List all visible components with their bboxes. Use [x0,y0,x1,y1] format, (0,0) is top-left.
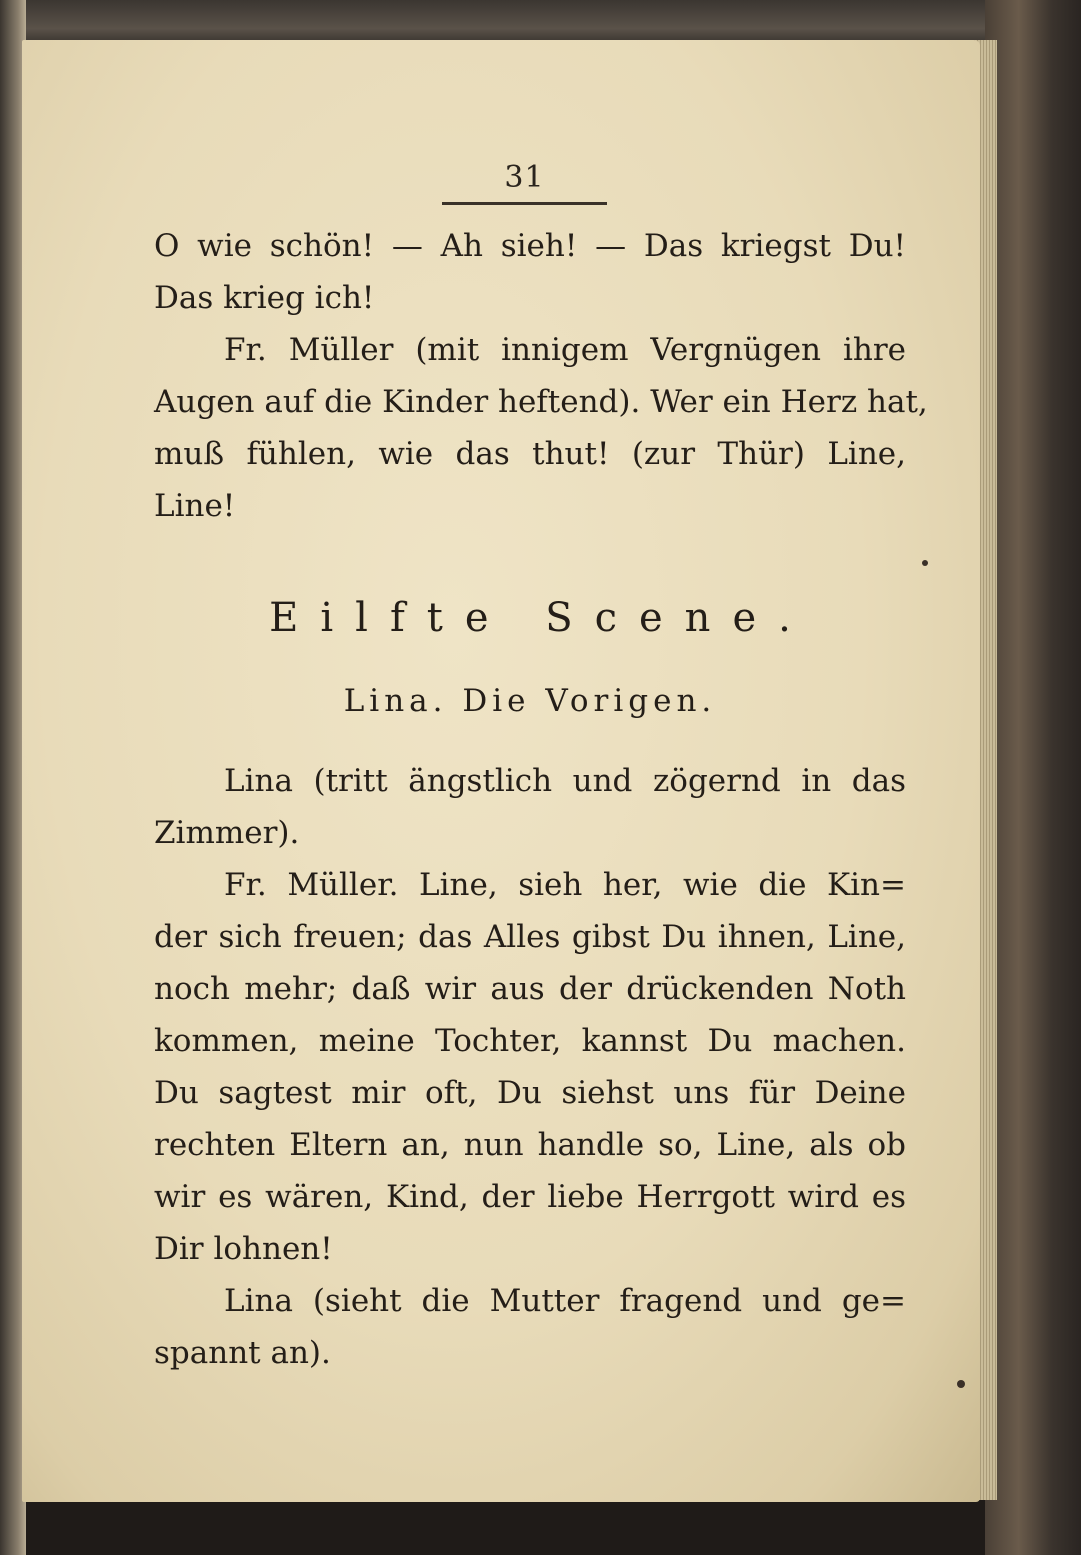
text-line: Fr. Müller (mit innigem Vergnügen ihre [224,332,906,368]
paper-speck [957,1380,965,1388]
text-line: der sich freuen; das Alles gibst Du ihnen, Line, [154,919,906,955]
text-line: Dir lohnen! [154,1231,333,1267]
scene-title: Eilfte Scene. [269,595,813,641]
header-rule [442,202,607,205]
text-line: Zimmer). [154,815,300,851]
text-line: Das krieg ich! [154,280,375,316]
text-line: noch mehr; daß wir aus der drückenden Noth [154,971,906,1007]
text-line: muß fühlen, wie das thut! (zur Thür) Line, [154,436,906,472]
text-line: O wie schön! — Ah sieh! — Das kriegst Du! [154,228,906,264]
text-line: rechten Eltern an, nun handle so, Line, als ob [154,1127,906,1163]
text-line: Line! [154,488,236,524]
text-line: spannt an). [154,1335,331,1371]
text-line: Lina (sieht die Mutter fragend und ge= [224,1283,906,1319]
text-line: Fr. Müller. Line, sieh her, wie die Kin= [224,867,906,903]
text-line: kommen, meine Tochter, kannst Du machen. [154,1023,906,1059]
text-line: Du sagtest mir oft, Du siehst uns für Deine [154,1075,906,1111]
book-page [22,40,980,1502]
book-cover-right-edge [985,0,1081,1555]
page-number: 31 [504,160,545,195]
text-line: wir es wären, Kind, der liebe Herrgott wird es [154,1179,906,1215]
scene-persons: Lina. Die Vorigen. [343,683,717,719]
paper-speck [922,560,928,566]
text-line: Augen auf die Kinder heftend). Wer ein Herz hat, [154,384,928,420]
text-line: Lina (tritt ängstlich und zögernd in das [224,763,906,799]
